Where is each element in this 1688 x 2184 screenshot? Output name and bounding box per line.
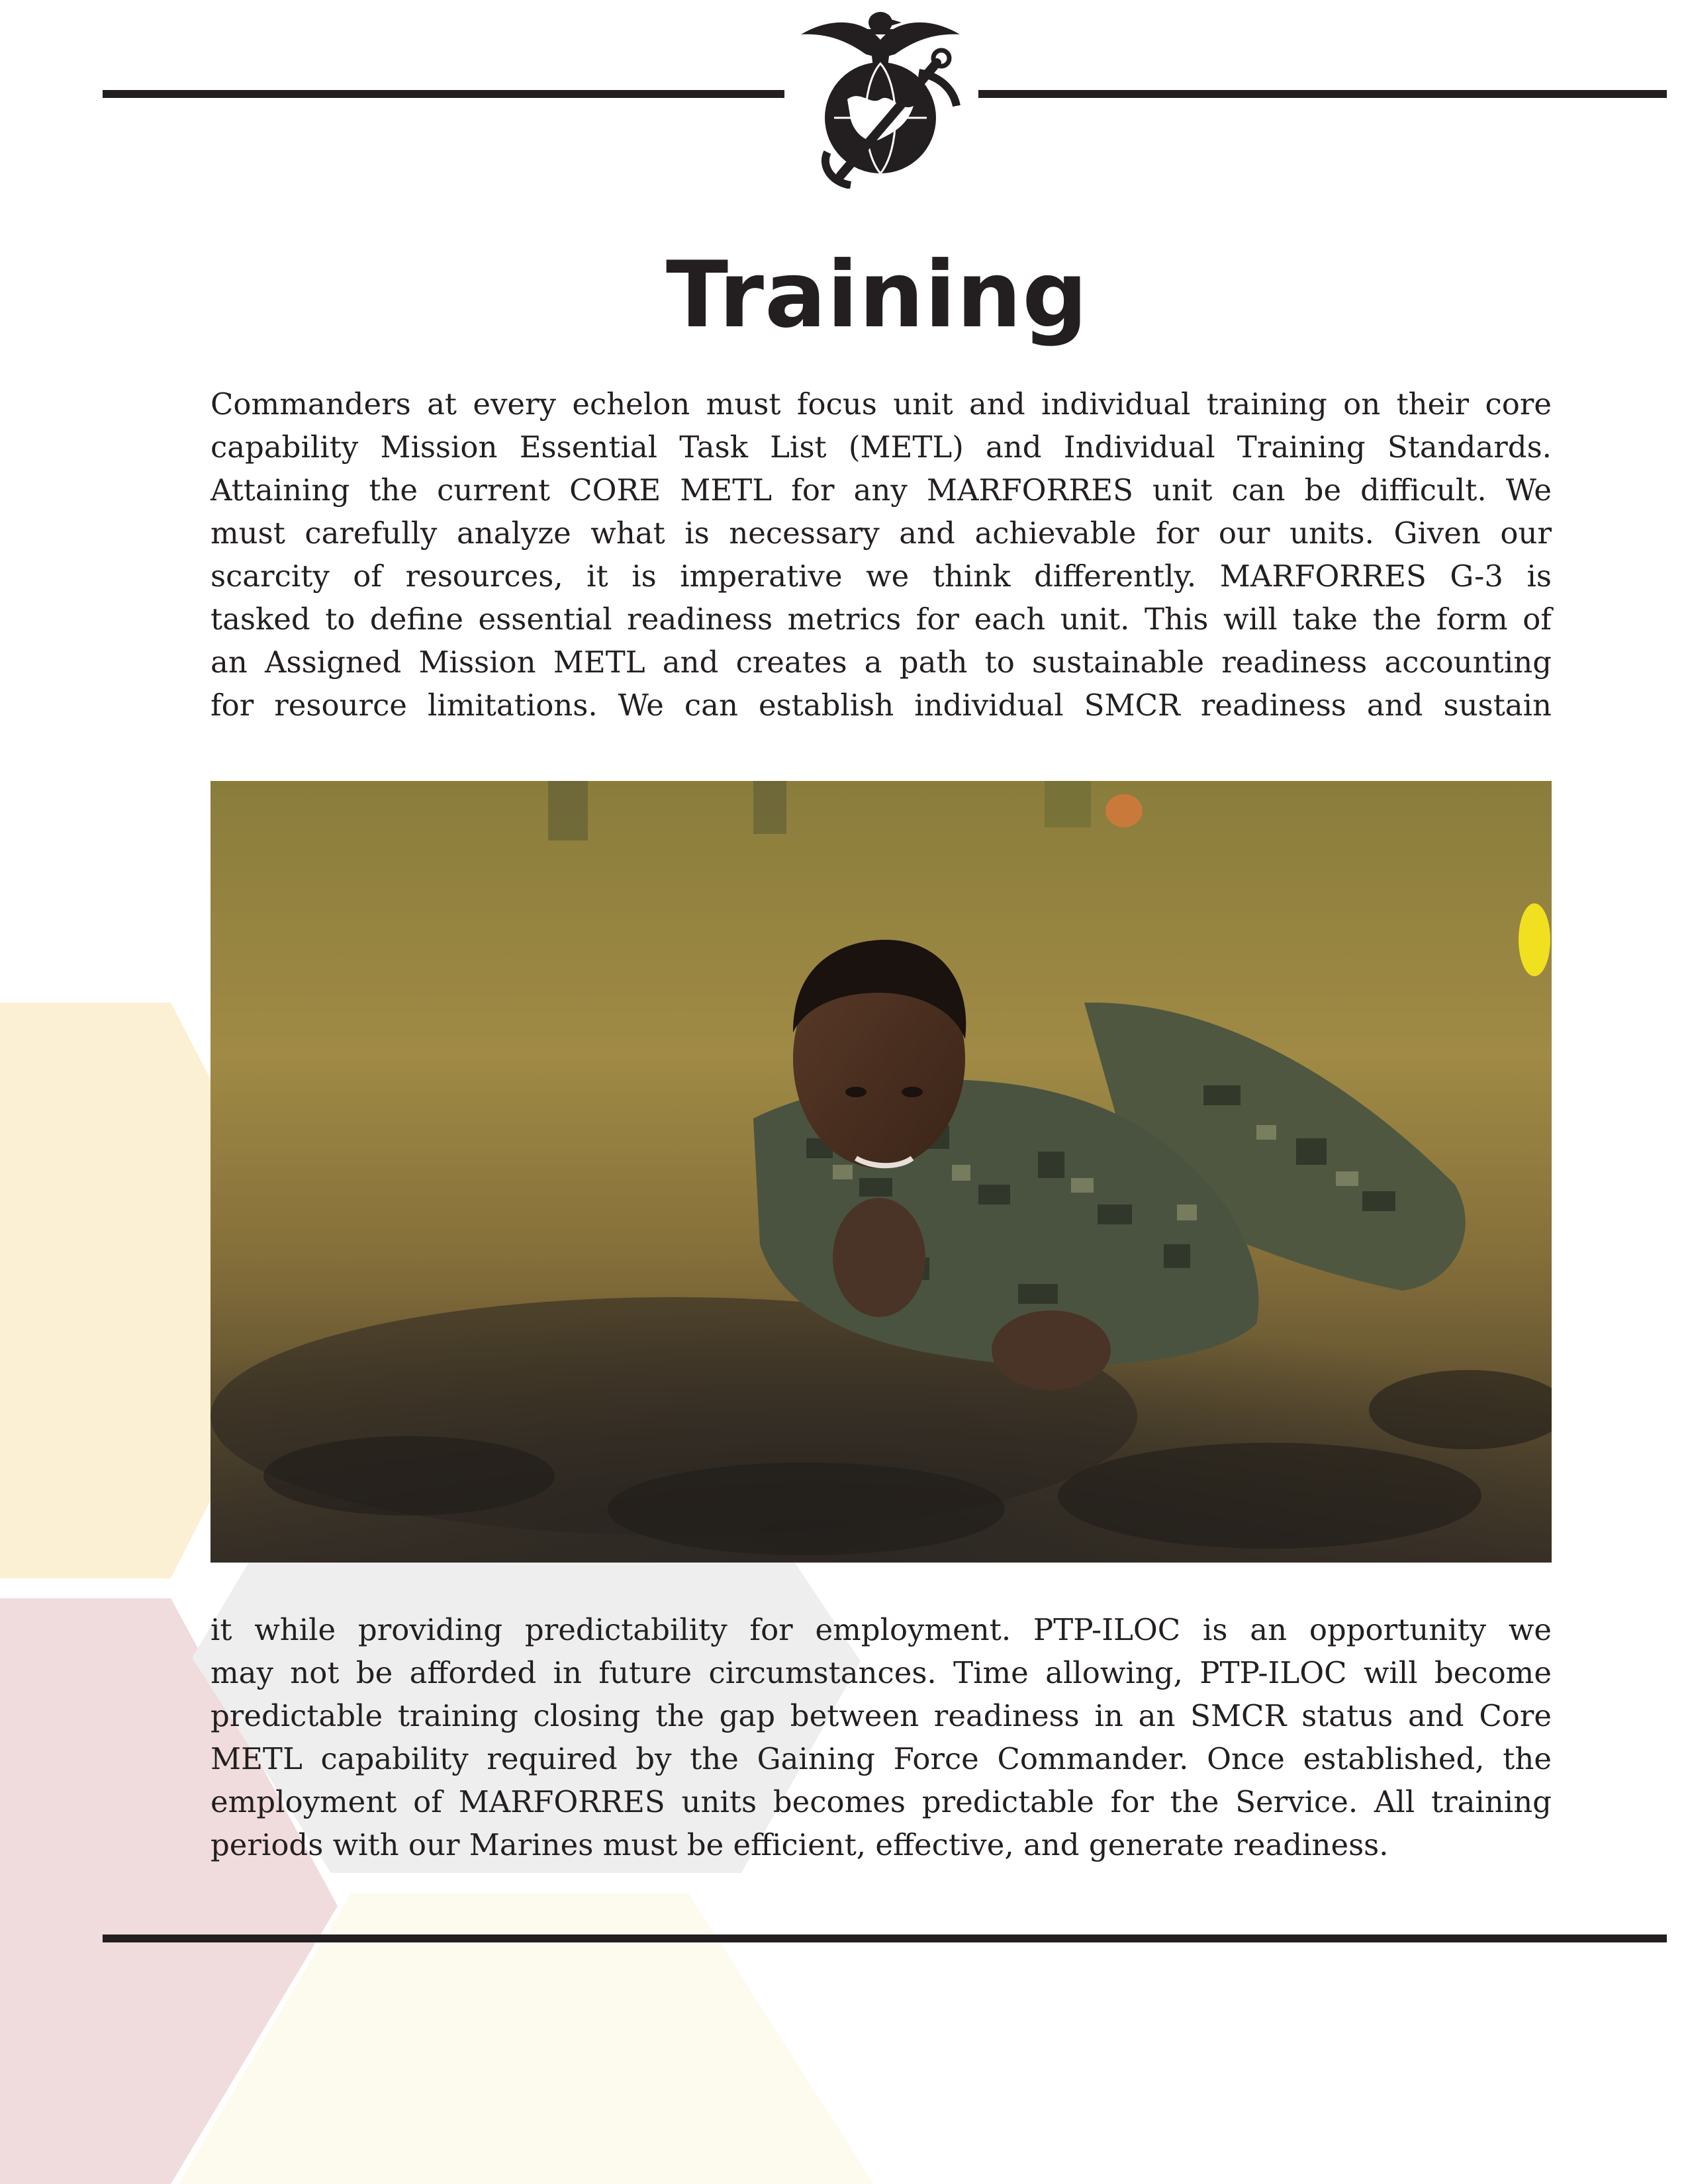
text-line: capability Mission Essential Task List (METL) and Individual Training Standards. <box>211 430 1552 465</box>
background-figure <box>753 781 786 834</box>
body-paragraph-top <box>211 383 1552 727</box>
text-line: Attaining the current CORE METL for any MARFORRES unit can be difficult. We <box>211 473 1552 508</box>
background-figure <box>548 781 588 841</box>
text-line: an Assigned Mission METL and creates a path to sustainable readiness accounting <box>211 645 1552 680</box>
right-eye <box>902 1087 923 1097</box>
header-rule-left <box>103 90 784 98</box>
text-line: predictable training closing the gap between readiness in an SMCR status and Core <box>211 1698 1552 1733</box>
right-hand <box>992 1310 1111 1390</box>
text-line: for resource limitations. We can establish individual SMCR readiness and sustain <box>211 688 1552 723</box>
left-hand <box>833 1198 925 1317</box>
yellow-flag <box>1519 903 1550 976</box>
training-photo <box>211 781 1552 1563</box>
eagle-globe-anchor-emblem <box>788 0 973 189</box>
text-line: scarcity of resources, it is imperative we think differently. MARFORRES G-3 is <box>211 559 1552 594</box>
page-title: Training <box>665 242 1089 348</box>
header-rule-right <box>978 90 1667 98</box>
orange-marker <box>1105 794 1143 827</box>
text-line: it while providing predictability for employment. PTP-ILOC is an opportunity we <box>211 1612 1552 1647</box>
text-line: employment of MARFORRES units becomes predictable for the Service. All training <box>211 1784 1552 1819</box>
text-line: must carefully analyze what is necessary and achievable for our units. Given our <box>211 516 1552 551</box>
footer-rule <box>103 1934 1667 1942</box>
text-line: periods with our Marines must be efficient, effective, and generate readiness. <box>211 1827 1389 1862</box>
left-eye <box>845 1087 867 1097</box>
body-paragraph-bottom <box>211 1608 1552 1866</box>
text-line: Commanders at every echelon must focus unit and individual training on their core <box>211 387 1552 422</box>
text-line: tasked to define essential readiness metrics for each unit. This will take the form of <box>211 602 1552 637</box>
background-figure <box>1045 781 1091 827</box>
text-line: METL capability required by the Gaining Force Commander. Once established, the <box>211 1741 1552 1776</box>
text-line: may not be afforded in future circumstances. Time allowing, PTP-ILOC will become <box>211 1655 1552 1690</box>
